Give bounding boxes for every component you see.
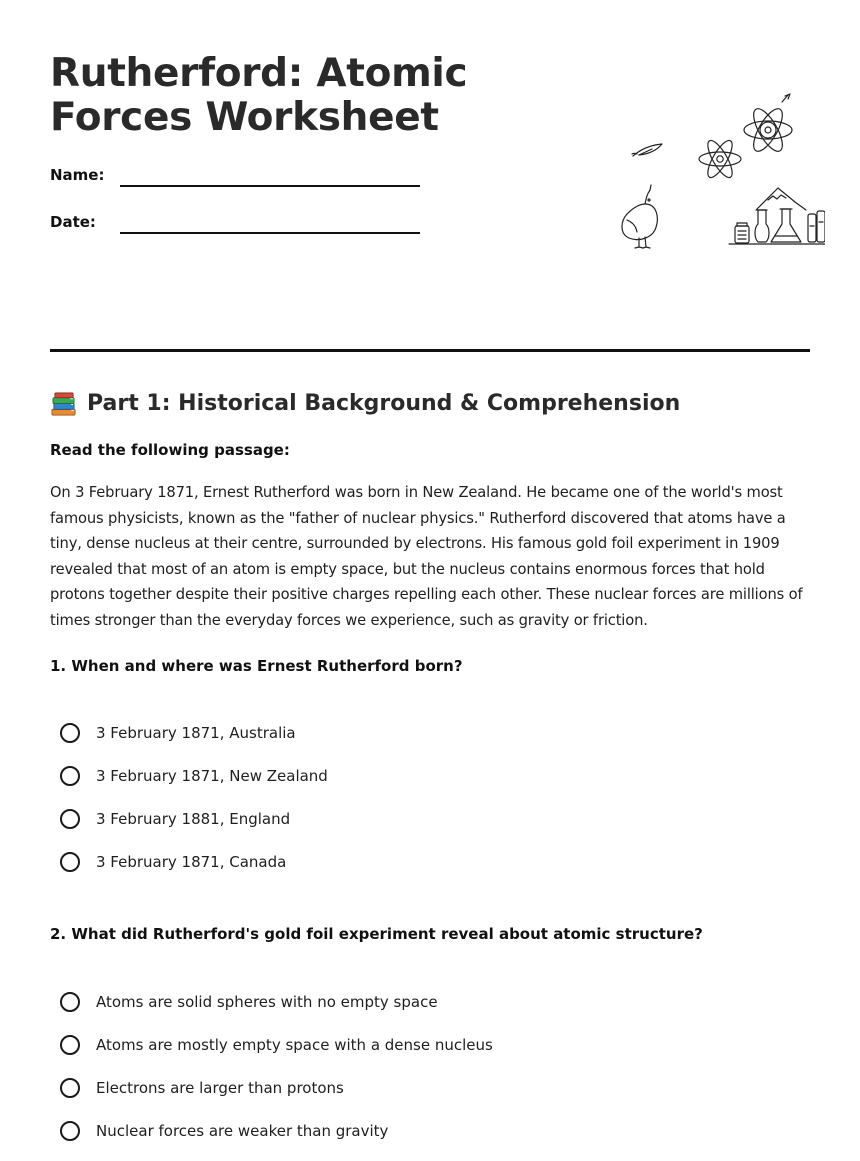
quill-icon: [632, 144, 662, 156]
radio-button[interactable]: [60, 852, 80, 872]
date-line[interactable]: [120, 232, 420, 234]
section-divider: [50, 349, 810, 352]
radio-button[interactable]: [60, 1121, 80, 1141]
laboratory-glassware-icon: [729, 188, 825, 244]
question-2: 2. What did Rutherford's gold foil experiment reveal about atomic structure?: [50, 925, 703, 943]
q2-option-a[interactable]: [60, 989, 438, 1015]
part1-title-text: Part 1: Historical Background & Comprehension: [87, 391, 681, 416]
option-label: Atoms are mostly empty space with a dense nucleus: [96, 1036, 493, 1054]
worksheet-page: [50, 0, 810, 1161]
read-passage-label: Read the following passage:: [50, 441, 290, 459]
radio-button[interactable]: [60, 1035, 80, 1055]
option-label: 3 February 1871, Australia: [96, 724, 296, 742]
q1-option-a[interactable]: [60, 720, 296, 746]
books-icon: [50, 391, 77, 418]
science-illustration: [565, 92, 825, 252]
option-label: Electrons are larger than protons: [96, 1079, 344, 1097]
option-label: Nuclear forces are weaker than gravity: [96, 1122, 389, 1140]
q1-option-d[interactable]: [60, 849, 286, 875]
q1-option-b[interactable]: [60, 763, 328, 789]
name-line[interactable]: [120, 185, 420, 187]
part1-title: [50, 389, 680, 419]
radio-button[interactable]: [60, 992, 80, 1012]
radio-button[interactable]: [60, 723, 80, 743]
radio-button[interactable]: [60, 766, 80, 786]
radio-button[interactable]: [60, 1078, 80, 1098]
q2-option-b[interactable]: [60, 1032, 493, 1058]
historical-passage: On 3 February 1871, Ernest Rutherford was born in New Zealand. He became one of the world's most famous physicists, known as the "father of nuclear physics." Rutherford discovered that atoms have a tiny, dense nucleus at their centre, surrounded by electrons. His famous gold foil experiment in 1909 revealed that most of an atom is empty space, but the nucleus contains enormous forces that hold protons together despite their positive charges repelling each other. These nuclear forces are millions of times stronger than the everyday forces we experience, such as gravity or friction.: [50, 484, 803, 629]
radio-button[interactable]: [60, 809, 80, 829]
q1-option-c[interactable]: [60, 806, 290, 832]
date-field[interactable]: [50, 213, 420, 243]
worksheet-title: Rutherford: Atomic Forces Worksheet: [50, 51, 468, 140]
mountain-icon: [756, 188, 806, 210]
atom-icon: [744, 94, 792, 155]
name-field[interactable]: [50, 166, 420, 196]
date-label: Date:: [50, 213, 96, 231]
q2-option-c[interactable]: [60, 1075, 344, 1101]
option-label: 3 February 1871, Canada: [96, 853, 287, 871]
option-label: Atoms are solid spheres with no empty space: [96, 993, 438, 1011]
option-label: 3 February 1871, New Zealand: [96, 767, 328, 785]
option-label: 3 February 1881, England: [96, 810, 291, 828]
name-label: Name:: [50, 166, 105, 184]
atom-icon: [699, 137, 741, 180]
q2-option-d[interactable]: [60, 1118, 388, 1144]
question-1: 1. When and where was Ernest Rutherford born?: [50, 657, 463, 675]
kiwi-bird-icon: [622, 185, 657, 248]
